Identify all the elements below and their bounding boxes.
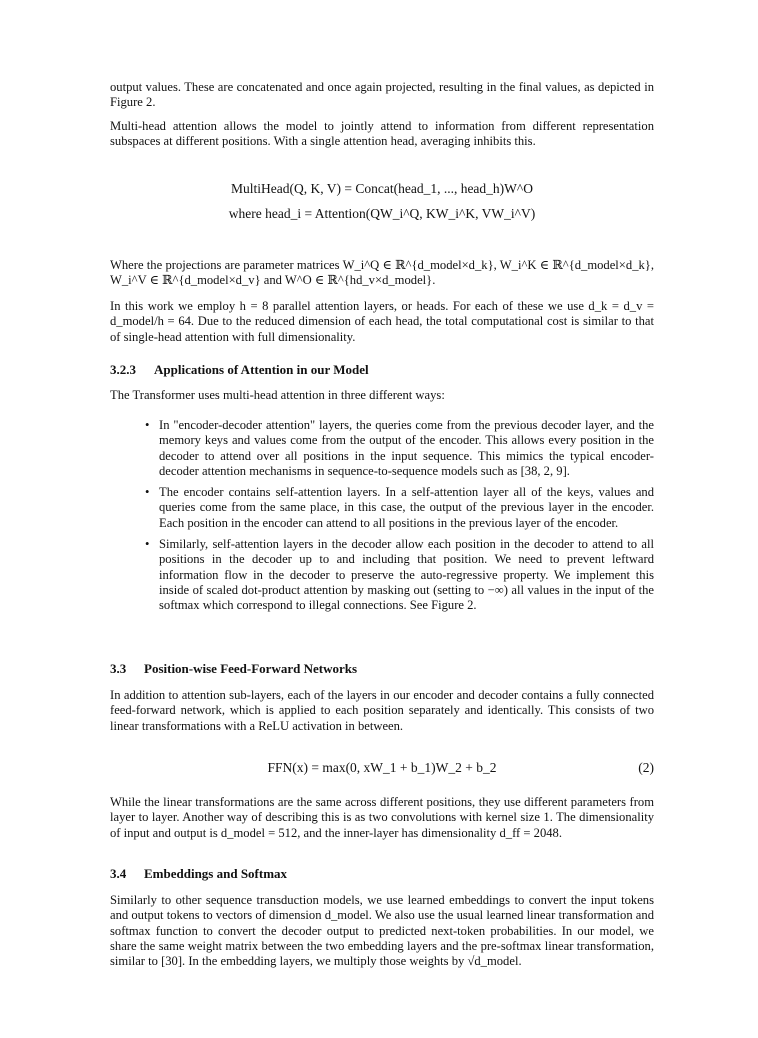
paragraph-ffn-intro: In addition to attention sub-layers, each of the layers in our encoder and decoder contains a fully connected feed-forward network, which is applied to each position separately and identically. This consists of two linear transformations with a ReLU activation in between. xyxy=(110,688,654,733)
attention-uses-list xyxy=(145,418,654,620)
paragraph-output-values: output values. These are concatenated and once again projected, resulting in the final values, as depicted in Figure 2. xyxy=(110,80,654,110)
paragraph-ffn-details: While the linear transformations are the same across different positions, they use different parameters from layer to layer. Another way of describing this is as two convolutions with kernel size 1. The dimensionality of input and output is d_model = 512, and the inner-layer has dimensionality d_ff = 2048. xyxy=(110,795,654,840)
bullet-marker: • xyxy=(145,418,150,432)
paragraph-projections: Where the projections are parameter matrices W_i^Q ∈ ℝ^{d_model×d_k}, W_i^K ∈ ℝ^{d_model×d_k}, W_i^V ∈ ℝ^{d_model×d_v} and W^O ∈ ℝ^{hd_v×d_model}. xyxy=(110,258,654,288)
equation-multihead: MultiHead(Q, K, V) = Concat(head_1, ..., head_h)W^O xyxy=(231,181,533,196)
section-title: Embeddings and Softmax xyxy=(144,866,288,881)
bullet-marker: • xyxy=(145,485,150,500)
list-item-text: In "encoder-decoder attention" layers, the queries come from the previous decoder layer, and the memory keys and values come from the output of the encoder. This allows every position in the decoder to attend over all positions in the input sequence. This mimics the typical encoder-decoder attention mechanisms in sequence-to-sequence models such as [38, 2, 9]. xyxy=(159,418,654,478)
section-number: 3.2.3 xyxy=(110,362,136,377)
section-title: Applications of Attention in our Model xyxy=(154,362,369,377)
bullet-marker: • xyxy=(145,537,150,552)
paragraph-multihead-intro: Multi-head attention allows the model to jointly attend to information from different representation subspaces at different positions. With a single attention head, averaging inhibits this. xyxy=(110,119,654,149)
section-number: 3.3 xyxy=(110,661,127,676)
list-item xyxy=(145,485,654,531)
section-title: Position-wise Feed-Forward Networks xyxy=(144,661,358,676)
list-item-text: The encoder contains self-attention layers. In a self-attention layer all of the keys, values and queries come from the same place, in this case, the output of the previous layer in the encoder. Each position in the encoder can attend to all positions in the previous layer of the encoder. xyxy=(159,485,654,530)
list-item xyxy=(145,537,654,613)
section-heading-3-2-3 xyxy=(110,362,369,378)
paragraph-heads: In this work we employ h = 8 parallel attention layers, or heads. For each of these we use d_k = d_v = d_model/h = 64. Due to the reduced dimension of each head, the total computational cost is similar to that of single-head attention with full dimensionality. xyxy=(110,299,654,344)
section-heading-3-4 xyxy=(110,866,287,882)
paragraph-embeddings: Similarly to other sequence transduction models, we use learned embeddings to convert the input tokens and output tokens to vectors of dimension d_model. We also use the usual learned linear transformation and softmax function to convert the decoder output to predicted next-token probabilities. In our model, we share the same weight matrix between the two embedding layers and the pre-softmax linear transformation, similar to [30]. In the embedding layers, we multiply those weights by √d_model. xyxy=(110,893,654,969)
equation-head: where head_i = Attention(QW_i^Q, KW_i^K, VW_i^V) xyxy=(228,206,536,221)
equation-number: (2) xyxy=(638,760,654,775)
equation-ffn xyxy=(110,760,654,776)
section-heading-3-3 xyxy=(110,661,357,677)
section-number: 3.4 xyxy=(110,866,127,881)
list-item-text: Similarly, self-attention layers in the decoder allow each position in the decoder to attend to all positions in the decoder up to and including that position. We need to prevent leftward information flow in the decoder to preserve the auto-regressive property. We implement this inside of scaled dot-product attention by masking out (setting to −∞) all values in the input of the softmax which correspond to illegal connections. See Figure 2. xyxy=(159,537,654,613)
paragraph-three-ways: The Transformer uses multi-head attention in three different ways: xyxy=(110,388,445,402)
equation-ffn-body: FFN(x) = max(0, xW_1 + b_1)W_2 + b_2 xyxy=(267,760,497,775)
list-item xyxy=(145,418,654,479)
